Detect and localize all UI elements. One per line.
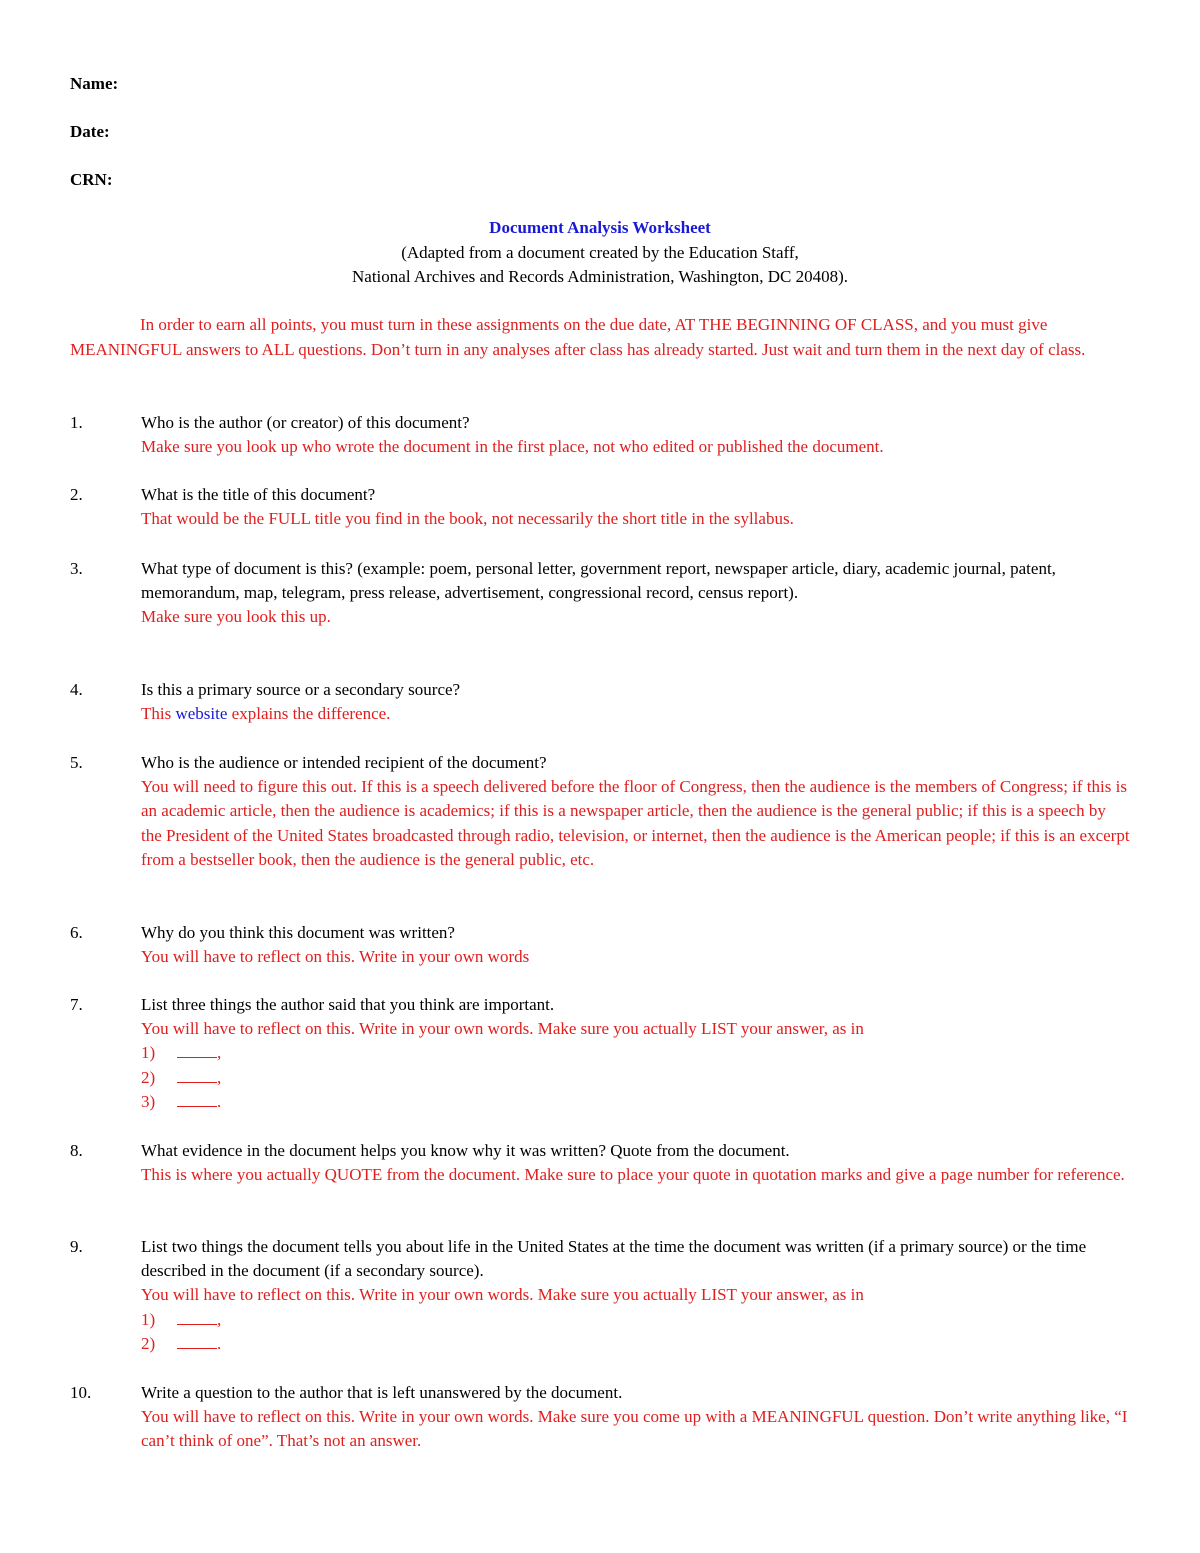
answer-blank — [177, 1310, 217, 1325]
question-number: 4. — [70, 680, 83, 699]
question-number: 1. — [70, 413, 83, 432]
list-item-punct: , — [217, 1309, 222, 1329]
question-number: 7. — [70, 995, 83, 1014]
answer-blank — [177, 1334, 217, 1349]
list-item-number: 1) — [141, 1309, 156, 1329]
question-9 — [70, 1235, 1130, 1356]
question-7 — [70, 993, 1130, 1114]
note-suffix: explains the difference. — [231, 704, 391, 724]
question-note: You will have to reflect on this. Write in your own words. Make sure you actually LIST your answer, as in — [141, 1285, 864, 1305]
question-6 — [70, 921, 1130, 969]
list-item-number: 1) — [141, 1043, 156, 1063]
name-label: Name: — [70, 74, 119, 93]
list-item — [141, 1090, 1130, 1114]
question-prompt: Who is the author (or creator) of this document? — [141, 413, 470, 432]
question-note: You will have to reflect on this. Write in your own words. Make sure you come up with a MEANINGFUL question. Don’t write anything like, “I can’t think of one”. That’s not an answer. — [141, 1407, 1128, 1451]
date-label: Date: — [70, 122, 110, 141]
question-3 — [70, 557, 1130, 630]
question-10 — [70, 1381, 1130, 1454]
source-line-2: National Archives and Records Administration, Washington, DC 20408). — [352, 267, 848, 286]
list-item — [141, 1308, 1130, 1332]
question-5 — [70, 751, 1130, 872]
source-line-1: (Adapted from a document created by the Education Staff, — [401, 243, 799, 262]
answer-blank — [177, 1068, 217, 1083]
list-item — [141, 1332, 1130, 1356]
question-prompt: Is this a primary source or a secondary source? — [141, 680, 461, 699]
list-item-punct: , — [217, 1043, 222, 1063]
question-note: You will have to reflect on this. Write in your own words — [141, 947, 530, 967]
intro-instructions: In order to earn all points, you must turn in these assignments on the due date, AT THE BEGINNING OF CLASS, and you must give MEANINGFUL answers to ALL questions. Don’t turn in any analyses after class has already started. Just wait and turn them in the next day of class. — [70, 315, 1086, 359]
note-prefix: This — [141, 704, 172, 724]
question-prompt: Who is the audience or intended recipient of the document? — [141, 753, 547, 772]
question-prompt: List two things the document tells you about life in the United States at the time the document was written (if a primary source) or the time described in the document (if a secondary source). — [141, 1237, 1087, 1281]
question-note: Make sure you look this up. — [141, 607, 331, 627]
list-item-number: 2) — [141, 1333, 156, 1353]
question-number: 3. — [70, 559, 83, 578]
question-number: 9. — [70, 1237, 83, 1256]
question-note: This is where you actually QUOTE from the document. Make sure to place your quote in quotation marks and give a page number for reference. — [141, 1165, 1125, 1185]
question-prompt: Why do you think this document was written? — [141, 923, 455, 942]
question-number: 5. — [70, 753, 83, 772]
page-title: Document Analysis Worksheet — [489, 218, 711, 237]
question-number: 8. — [70, 1141, 83, 1160]
website-link[interactable]: website — [175, 704, 228, 724]
list-item — [141, 1041, 1130, 1065]
question-note — [141, 702, 1130, 726]
question-prompt: What is the title of this document? — [141, 485, 376, 504]
question-number: 10. — [70, 1383, 92, 1402]
answer-blank — [177, 1043, 217, 1058]
list-item-number: 3) — [141, 1091, 156, 1111]
list-item-punct: , — [217, 1067, 222, 1087]
question-prompt: What evidence in the document helps you know why it was written? Quote from the document. — [141, 1141, 790, 1160]
question-number: 2. — [70, 485, 83, 504]
question-prompt: List three things the author said that you think are important. — [141, 995, 555, 1014]
question-note: You will need to figure this out. If this is a speech delivered before the floor of Congress, then the audience is the members of Congress; if this is an academic article, then the audience is academics; if this is a newspaper article, then the audience is the general public; if this is a speech by the President of the United States broadcasted through radio, television, or internet, then the audience is the American people; if this is an excerpt from a bestseller book, then the audience is the general public, etc. — [141, 777, 1130, 869]
question-number: 6. — [70, 923, 83, 942]
list-item-punct: . — [217, 1091, 222, 1111]
question-8 — [70, 1139, 1130, 1187]
answer-blank — [177, 1092, 217, 1107]
question-note: You will have to reflect on this. Write in your own words. Make sure you actually LIST your answer, as in — [141, 1019, 864, 1039]
list-item-number: 2) — [141, 1067, 156, 1087]
question-prompt: What type of document is this? (example: poem, personal letter, government report, newspaper article, diary, academic journal, patent, memorandum, map, telegram, press release, advertisement, congressional record, census report). — [141, 559, 1056, 603]
list-item — [141, 1066, 1130, 1090]
question-prompt: Write a question to the author that is left unanswered by the document. — [141, 1383, 623, 1402]
question-note: That would be the FULL title you find in the book, not necessarily the short title in the syllabus. — [141, 509, 794, 529]
question-note: Make sure you look up who wrote the document in the first place, not who edited or published the document. — [141, 437, 884, 457]
question-1 — [70, 411, 1130, 459]
question-2 — [70, 483, 1130, 531]
crn-label: CRN: — [70, 170, 113, 189]
list-item-punct: . — [217, 1333, 222, 1353]
question-4 — [70, 678, 1130, 726]
